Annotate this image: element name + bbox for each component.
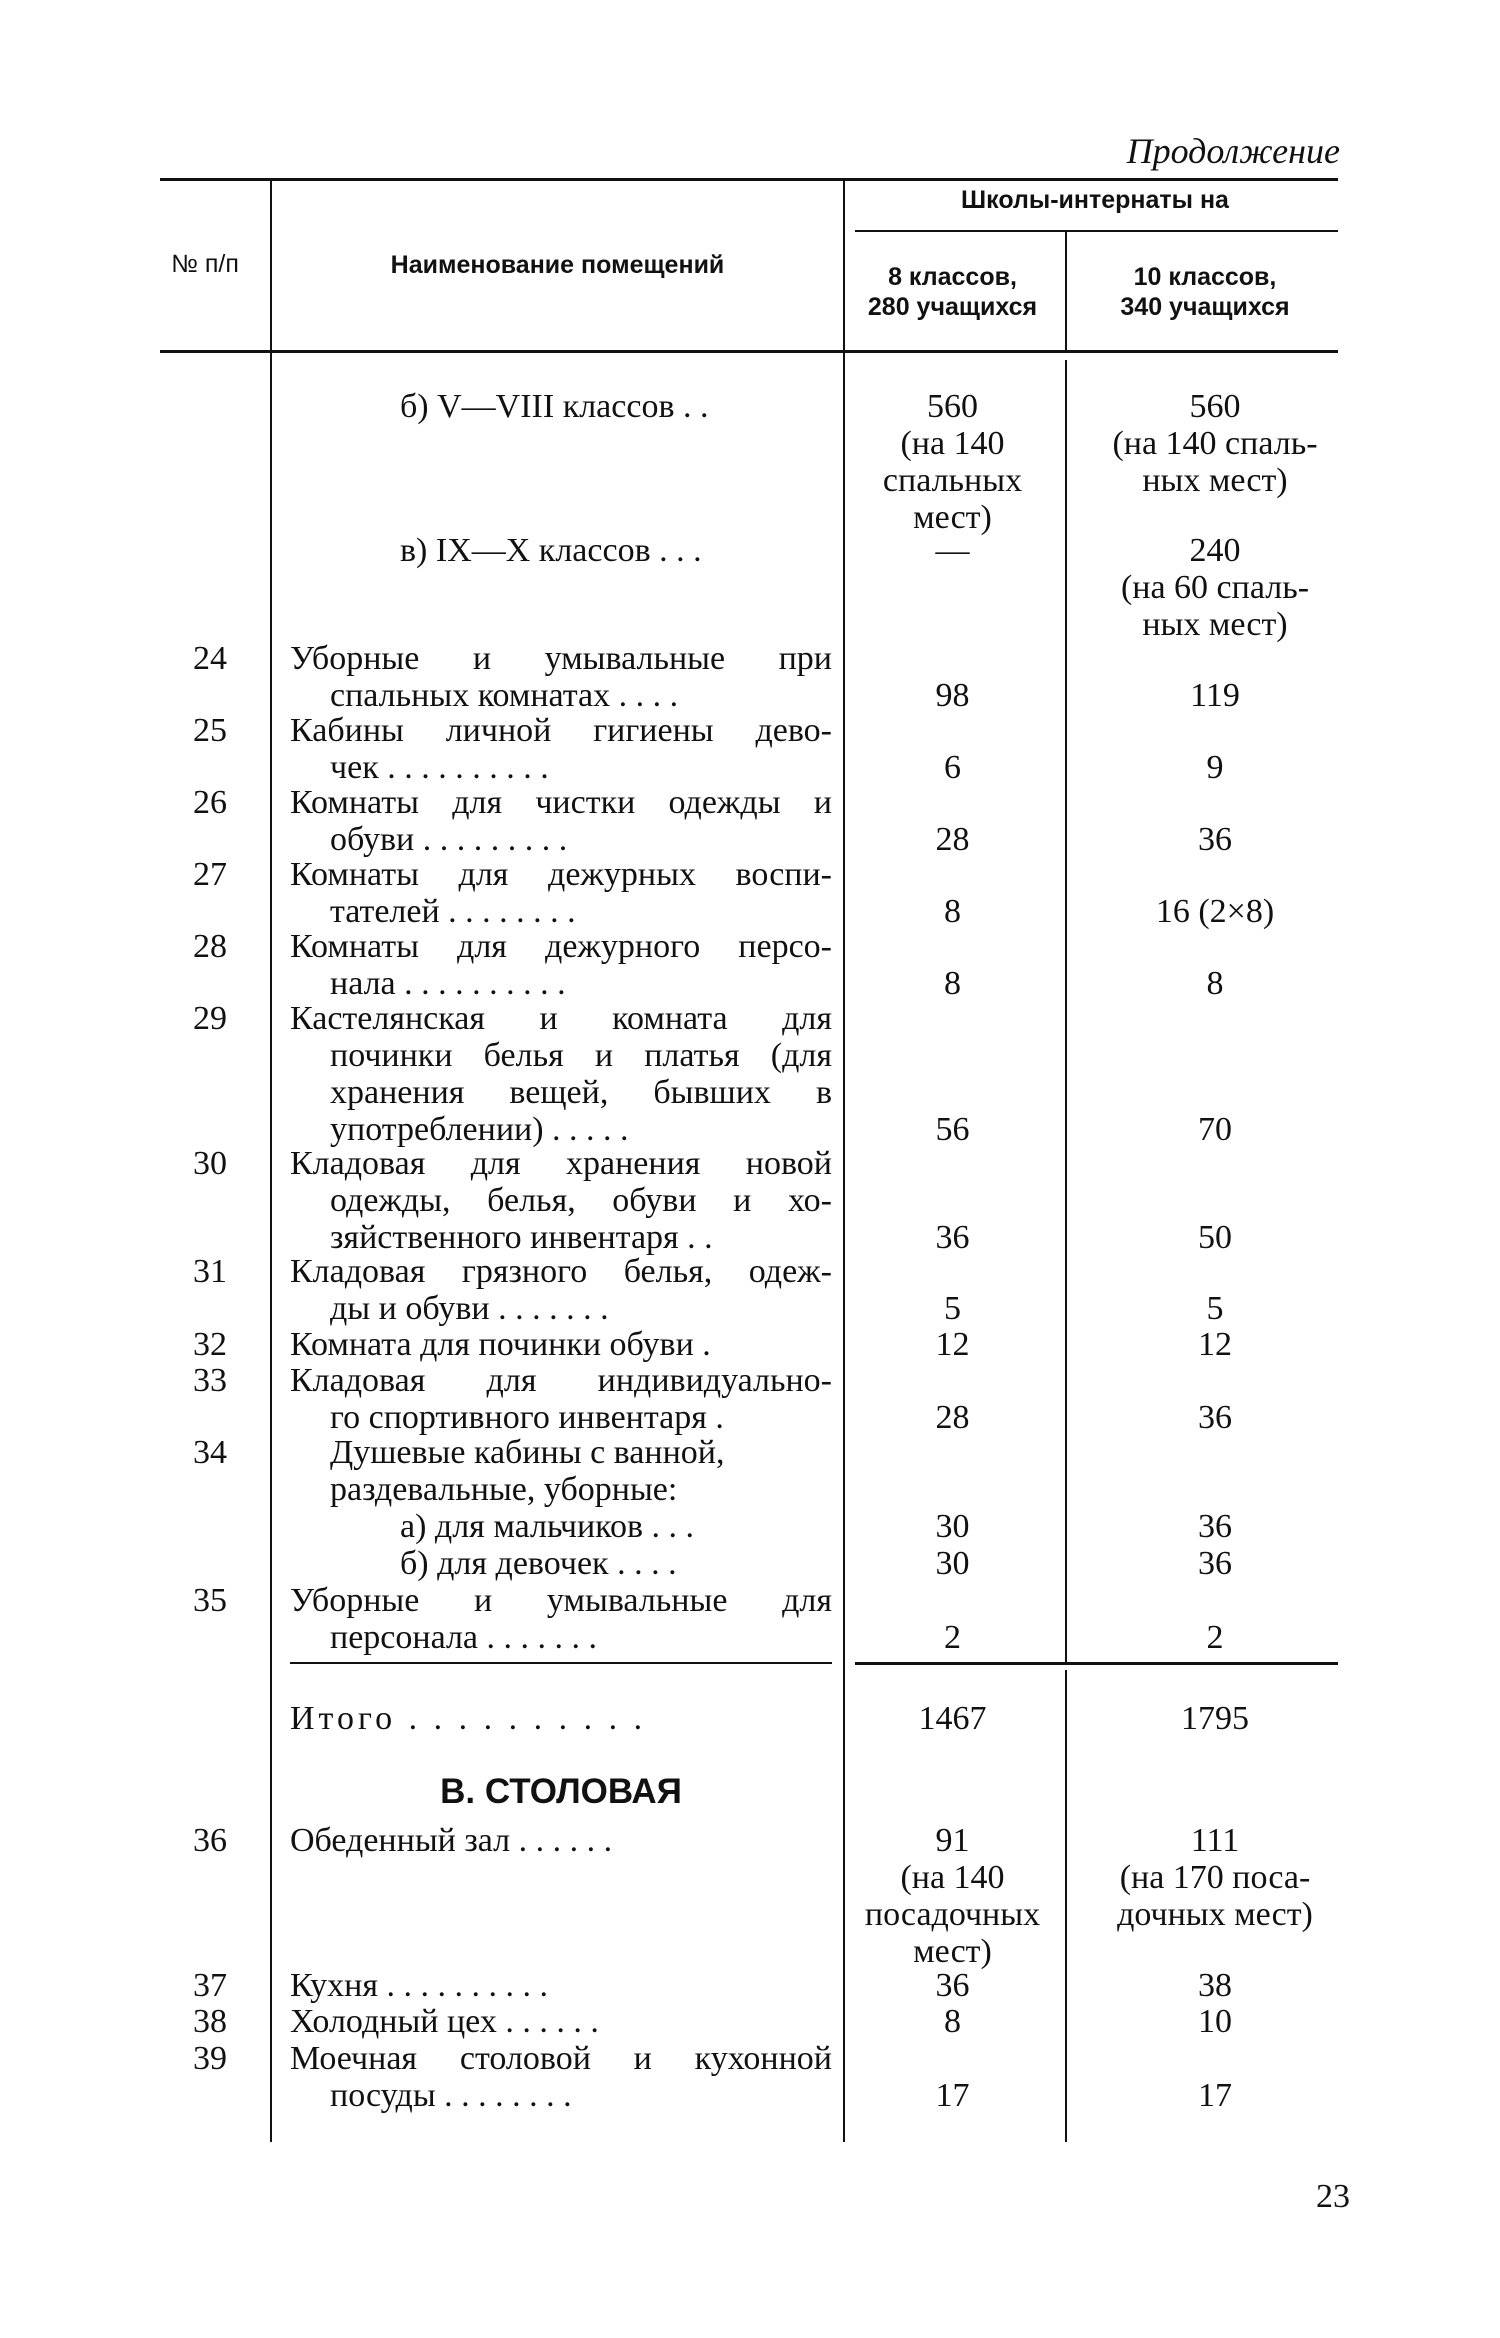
row-value-c2 [1070, 821, 1360, 858]
section-title: В. СТОЛОВАЯ [440, 1772, 682, 1811]
row-number: 26 [193, 784, 227, 821]
row-name-line: посуды . . . . . . . . [330, 2077, 572, 2114]
row-value-line: 36 [1198, 1508, 1232, 1545]
row-number: 27 [193, 856, 227, 893]
row-value-line: 560 [927, 388, 978, 425]
row-number: 31 [193, 1253, 227, 1290]
row-name-line: ды и обуви . . . . . . . [330, 1290, 609, 1327]
row-value-line: дочных мест) [1117, 1896, 1313, 1933]
row-name-line: Уборные и умывальные для [290, 1582, 832, 1619]
row-name-line: одежды, белья, обуви и хо- [330, 1182, 832, 1219]
row-name [290, 2003, 832, 2040]
row-name [290, 388, 832, 425]
row-value-c1 [845, 677, 1060, 714]
row-number: 33 [193, 1362, 227, 1399]
row-name-line: починки белья и платья (для [330, 1037, 832, 1074]
header-np: № п/п [171, 250, 239, 278]
row-value-line: (на 140 [900, 425, 1005, 462]
row-number: 30 [193, 1145, 227, 1182]
row-value-line: посадочных [864, 1896, 1041, 1933]
row-name-line: зяйственного инвентаря . . [330, 1219, 713, 1256]
row-value-c1 [845, 1111, 1060, 1148]
row-name-line: Холодный цех . . . . . . [290, 2003, 599, 2040]
row-value-line: 240 [1189, 532, 1241, 569]
row-value-line: 36 [1198, 1399, 1232, 1436]
row-value-line: 28 [935, 821, 970, 858]
header-name: Наименование помещений [390, 251, 725, 279]
row-value-line: 50 [1198, 1219, 1232, 1256]
row-name [290, 1967, 832, 2004]
row-value-line: 17 [1198, 2077, 1232, 2114]
row-value-line: 56 [935, 1111, 970, 1148]
row-value-line: 8 [944, 965, 961, 1002]
row-value-line: 5 [1206, 1290, 1224, 1327]
row-value-line: ных мест) [1142, 462, 1288, 499]
row-value-line: 8 [944, 893, 961, 930]
row-value-line: 560 [1189, 388, 1241, 425]
row-value-c1 [845, 821, 1060, 858]
row-value-line: 36 [1198, 821, 1232, 858]
row-name-line: Моечная столовой и кухонной [290, 2040, 832, 2077]
row-value-c1 [845, 1290, 1060, 1327]
row-value-c1 [845, 1619, 1060, 1656]
header-bottom-rule [160, 350, 1338, 353]
row-value-line: 119 [1190, 677, 1240, 714]
row-value-line: 10 [1198, 2003, 1232, 2040]
row-value-c1 [845, 893, 1060, 930]
row-value-line: — [935, 532, 970, 569]
row-number: 29 [193, 1000, 227, 1037]
row-name-line: Уборные и умывальные при [290, 640, 832, 677]
total-label: Итого . . . . . . . . . . [290, 1700, 647, 1737]
row-name-line: Кабины личной гигиены дево- [290, 712, 832, 749]
row-name [290, 856, 832, 930]
header-col2-line1: 10 классов, [1133, 263, 1277, 291]
header-col1-line1: 8 классов, [888, 263, 1017, 291]
col-divider-3-lower [1065, 1670, 1067, 2142]
row-value-c2 [1070, 532, 1360, 643]
total-col1: 1467 [918, 1700, 987, 1737]
row-value-c1 [845, 1399, 1060, 1436]
row-value-c2 [1070, 1111, 1360, 1148]
row-name-line: раздевальные, уборные: [330, 1471, 678, 1508]
row-number: 39 [193, 2040, 227, 2077]
header-group: Школы-интернаты на [961, 186, 1229, 214]
col-divider-3-body [1065, 360, 1067, 1662]
row-name [290, 1362, 832, 1436]
row-name-line: обуви . . . . . . . . . [330, 821, 568, 858]
row-name-line: Комнаты для чистки одежды и [290, 784, 832, 821]
row-name-line: в) IX—X классов . . . [400, 532, 702, 569]
row-name [290, 784, 832, 858]
row-name-line: чек . . . . . . . . . . [330, 749, 549, 786]
row-name [290, 1545, 832, 1582]
row-name [290, 1326, 832, 1363]
row-value-c1 [845, 749, 1060, 786]
row-number: 36 [193, 1822, 227, 1859]
row-value-c1 [845, 532, 1060, 569]
row-value-line: (на 140 спаль- [1112, 425, 1318, 462]
row-name [290, 928, 832, 1002]
row-value-c1 [845, 1326, 1060, 1363]
row-name-line: а) для мальчиков . . . [400, 1508, 695, 1545]
row-value-c2 [1070, 1822, 1360, 1933]
row-value-line: 98 [935, 677, 970, 714]
row-name [290, 1434, 832, 1508]
row-name [290, 1145, 832, 1256]
row-name [290, 532, 832, 569]
row-name [290, 1253, 832, 1327]
row-value-line: 17 [935, 2077, 970, 2114]
row-name-line: Кухня . . . . . . . . . . [290, 1967, 548, 2004]
row-value-c1 [845, 1822, 1060, 1970]
row-name-line: Душевые кабины с ванной, [330, 1434, 725, 1471]
row-number: 35 [193, 1582, 227, 1619]
row-number: 34 [193, 1434, 227, 1471]
row-value-line: 36 [935, 1219, 970, 1256]
row-name [290, 640, 832, 714]
row-value-c2 [1070, 677, 1360, 714]
row-value-c1 [845, 1219, 1060, 1256]
row-name-line: тателей . . . . . . . . [330, 893, 576, 930]
row-name-line: хранения вещей, бывших в [330, 1074, 832, 1111]
row-number: 24 [193, 640, 227, 677]
row-value-line: 8 [944, 2003, 961, 2040]
row-value-line: 5 [944, 1290, 961, 1327]
row-name-line: Кладовая для индивидуально- [290, 1362, 832, 1399]
row-value-line: 6 [944, 749, 961, 786]
row-value-c1 [845, 1545, 1060, 1582]
row-name-line: Комната для починки обуви . [290, 1326, 711, 1363]
row-value-c2 [1070, 1545, 1360, 1582]
row-value-c1 [845, 1508, 1060, 1545]
row-name-line: персонала . . . . . . . [330, 1619, 598, 1656]
row-value-line: 70 [1198, 1111, 1232, 1148]
row-name [290, 712, 832, 786]
row-value-c1 [845, 388, 1060, 536]
row-value-line: 36 [935, 1967, 970, 2004]
row-value-line: 30 [935, 1545, 970, 1582]
row-value-c2 [1070, 749, 1360, 786]
row-number: 38 [193, 2003, 227, 2040]
row-name [290, 2040, 832, 2114]
row-name [290, 1508, 832, 1545]
row-value-line: 16 (2×8) [1155, 893, 1275, 930]
table-top-rule [160, 178, 1338, 181]
row-value-c1 [845, 1967, 1060, 2004]
row-value-c2 [1070, 2003, 1360, 2040]
group-header-rule [855, 230, 1338, 232]
row-value-line: 12 [935, 1326, 970, 1363]
row-value-line: мест) [913, 1933, 992, 1970]
row-name-line: Кладовая для хранения новой [290, 1145, 832, 1182]
row-value-c2 [1070, 965, 1360, 1002]
row-value-c2 [1070, 893, 1360, 930]
row-value-line: 12 [1198, 1326, 1232, 1363]
row-name-line: употреблении) . . . . . [330, 1111, 629, 1148]
row-value-line: (на 60 спаль- [1120, 569, 1310, 606]
row-value-c1 [845, 2003, 1060, 2040]
row-name-line: Кастелянская и комната для [290, 1000, 832, 1037]
row-value-c2 [1070, 1508, 1360, 1545]
row-value-line: спальных [882, 462, 1023, 499]
row-name-line: спальных комнатах . . . . [330, 677, 679, 714]
row-value-c2 [1070, 1219, 1360, 1256]
row-value-c2 [1070, 1967, 1360, 2004]
header-col1-line2: 280 учащихся [867, 293, 1038, 321]
row-value-line: 2 [1206, 1619, 1224, 1656]
row-name [290, 1000, 832, 1148]
row-value-line: 111 [1190, 1822, 1240, 1859]
row-value-line: 9 [1206, 749, 1224, 786]
row-value-c2 [1070, 1326, 1360, 1363]
row-value-c2 [1070, 388, 1360, 499]
row-value-line: (на 140 [900, 1859, 1005, 1896]
subtotal-rule-values [855, 1662, 1338, 1665]
header-col2-line2: 340 учащихся [1120, 293, 1290, 321]
subtotal-rule-name [290, 1662, 832, 1664]
row-value-c1 [845, 965, 1060, 1002]
row-name-line: Кладовая грязного белья, одеж- [290, 1253, 832, 1290]
row-name-line: Обеденный зал . . . . . . [290, 1822, 613, 1859]
row-value-line: 36 [1198, 1545, 1232, 1582]
continuation-label: Продолжение [1126, 131, 1340, 171]
row-value-c1 [845, 2077, 1060, 2114]
row-number: 32 [193, 1326, 227, 1363]
row-value-c2 [1070, 2077, 1360, 2114]
row-number: 37 [193, 1967, 227, 2004]
row-value-line: 30 [935, 1508, 970, 1545]
page-number: 23 [1316, 2178, 1350, 2215]
row-value-line: мест) [913, 499, 992, 536]
row-name-line: го спортивного инвентаря . [330, 1399, 724, 1436]
col-divider-1 [270, 180, 272, 2142]
row-name-line: б) для девочек . . . . [400, 1545, 677, 1582]
row-number: 25 [193, 712, 227, 749]
header-col1 [845, 262, 1060, 322]
row-value-line: 8 [1206, 965, 1224, 1002]
row-value-line: ных мест) [1142, 606, 1288, 643]
row-value-c2 [1070, 1290, 1360, 1327]
row-value-line: 2 [944, 1619, 961, 1656]
col-divider-3-header [1065, 232, 1067, 350]
header-col2 [1070, 262, 1340, 322]
row-value-c2 [1070, 1399, 1360, 1436]
row-name-line: б) V—VIII классов . . [400, 388, 709, 425]
row-value-c2 [1070, 1619, 1360, 1656]
row-name-line: нала . . . . . . . . . . [330, 965, 566, 1002]
row-value-line: 91 [935, 1822, 970, 1859]
row-name-line: Комнаты для дежурных воспи- [290, 856, 832, 893]
row-name-line: Комнаты для дежурного персо- [290, 928, 832, 965]
row-number: 28 [193, 928, 227, 965]
row-value-line: 28 [935, 1399, 970, 1436]
row-name [290, 1822, 832, 1859]
row-value-line: 38 [1198, 1967, 1232, 2004]
total-col2: 1795 [1181, 1700, 1249, 1737]
row-name [290, 1582, 832, 1656]
row-value-line: (на 170 поса- [1119, 1859, 1311, 1896]
